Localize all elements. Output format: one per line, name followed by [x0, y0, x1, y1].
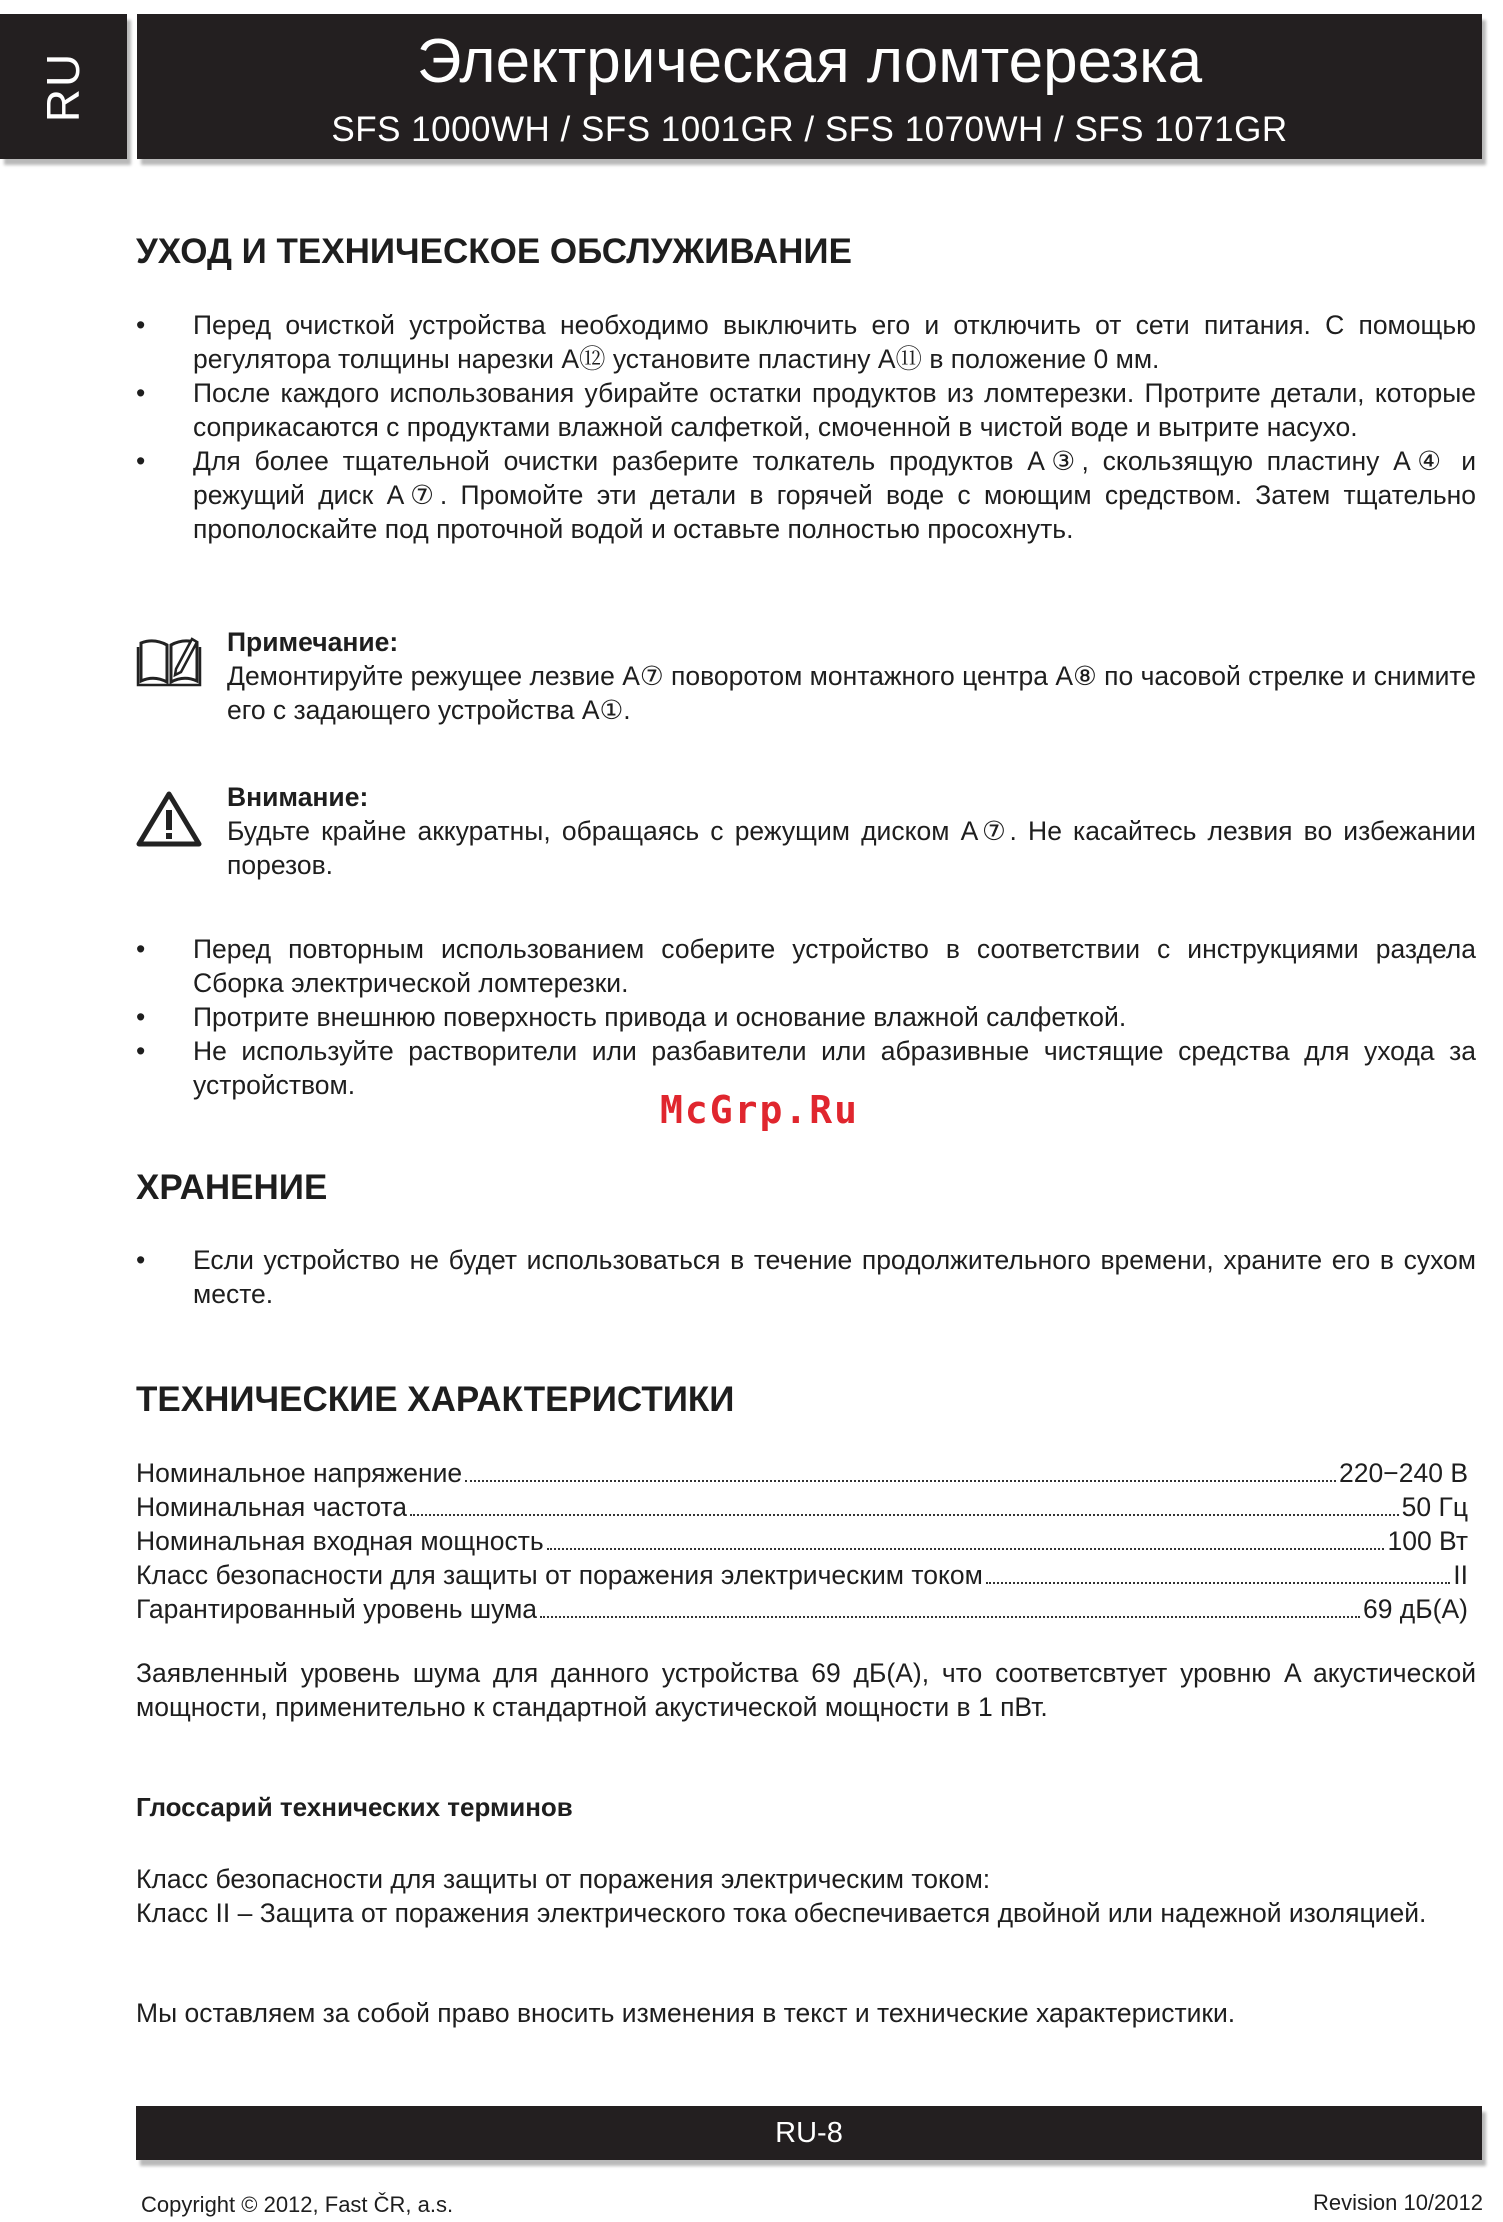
spec-value: 50 Гц [1401, 1492, 1468, 1522]
care-bullet-list [136, 308, 1476, 546]
list-item: • Протрите внешнюю поверхность привода и основание влажной салфеткой. [136, 1000, 1476, 1034]
page-header [137, 14, 1482, 159]
spec-value: 69 дБ(A) [1362, 1594, 1468, 1624]
list-item: • Не используйте растворители или разбавители или абразивные чистящие средства для ухода за устройством. [136, 1034, 1476, 1102]
spec-row [136, 1558, 1468, 1592]
watermark: McGrp.Ru [660, 1088, 860, 1132]
list-item: • Если устройство не будет использоваться в течение продолжительного времени, храните его в сухом месте. [136, 1243, 1476, 1311]
leader-dots [540, 1616, 1360, 1618]
note-label: Примечание: [227, 627, 399, 657]
page-footer [136, 2106, 1482, 2160]
list-item: • Перед очисткой устройства необходимо выключить его и отключить от сети питания. С помощью регулятора толщины нарезки A⑫ установите пластину A⑪ в положение 0 мм. [136, 308, 1476, 376]
open-book-icon [136, 635, 202, 692]
language-code: RU [37, 51, 90, 122]
copyright: Copyright © 2012, Fast ČR, a.s. [141, 2192, 454, 2217]
leader-dots [986, 1582, 1450, 1584]
warning-block [136, 780, 1476, 882]
spec-row [136, 1524, 1468, 1558]
spec-label: Гарантированный уровень шума [136, 1594, 538, 1624]
spec-value: II [1453, 1560, 1468, 1590]
glossary-line-1: Класс безопасности для защиты от поражения электрическим током: [136, 1864, 991, 1894]
spec-label: Класс безопасности для защиты от поражения электрическим током [136, 1560, 983, 1590]
disclaimer: Мы оставляем за собой право вносить изменения в текст и технические характеристики. [136, 1998, 1236, 2028]
leader-dots [465, 1480, 1336, 1482]
specs-table [136, 1456, 1468, 1626]
page-number: RU-8 [775, 2116, 843, 2149]
spec-label: Номинальное напряжение [136, 1458, 463, 1488]
warning-text: Будьте крайне аккуратны, обращаясь с режущим диском A⑦. Не касайтесь лезвия во избежании порезов. [227, 816, 1476, 880]
document-title: Электрическая ломтерезка [416, 27, 1203, 96]
spec-value: 220−240 В [1339, 1458, 1468, 1488]
leader-dots [410, 1514, 1399, 1516]
spec-row [136, 1592, 1468, 1626]
language-tab [0, 14, 127, 159]
model-numbers: SFS 1000WH / SFS 1001GR / SFS 1070WH / SFS 1071GR [331, 110, 1288, 149]
spec-row [136, 1456, 1468, 1490]
spec-value: 100 Вт [1387, 1526, 1468, 1556]
care-bullet-list-2 [136, 932, 1476, 1102]
list-item: • Перед повторным использованием соберите устройство в соответствии с инструкциями раздела Сборка электрической ломтерезки. [136, 932, 1476, 1000]
note-text: Демонтируйте режущее лезвие A⑦ поворотом монтажного центра A⑧ по часовой стрелке и снимите его с задающего устройства A①. [227, 661, 1476, 725]
spec-label: Номинальная частота [136, 1492, 407, 1522]
note-block [136, 625, 1476, 727]
spec-label: Номинальная входная мощность [136, 1526, 544, 1556]
storage-heading: ХРАНЕНИЕ [136, 1168, 328, 1207]
noise-note: Заявленный уровень шума для данного устройства 69 дБ(A), что соответсвтует уровню A акустической мощности, применительно к стандартной акустической мощности в 1 пВт. [136, 1658, 1476, 1722]
warning-triangle-icon [136, 790, 202, 853]
spec-row [136, 1490, 1468, 1524]
warning-label: Внимание: [227, 782, 369, 812]
list-item: • Для более тщательной очистки разберите толкатель продуктов A③, скользящую пластину A④ и режущий диск A⑦. Промойте эти детали в горячей воде с моющим средством. Затем тщательно прополоскайте под проточной водой и оставьте полностью просохнуть. [136, 444, 1476, 546]
glossary-line-2: Класс II – Защита от поражения электрического тока обеспечивается двойной или надежной изоляцией. [136, 1898, 1427, 1928]
list-item: • После каждого использования убирайте остатки продуктов из ломтерезки. Протрите детали, которые соприкасаются с продуктами влажной салфеткой, смоченной в чистой воде и вытрите насухо. [136, 376, 1476, 444]
care-heading: УХОД И ТЕХНИЧЕСКОЕ ОБСЛУЖИВАНИЕ [136, 232, 852, 271]
revision: Revision 10/2012 [1312, 2190, 1483, 2215]
storage-bullet-list [136, 1243, 1476, 1311]
glossary-heading: Глоссарий технических терминов [136, 1792, 573, 1822]
specs-heading: ТЕХНИЧЕСКИЕ ХАРАКТЕРИСТИКИ [136, 1380, 735, 1419]
leader-dots [547, 1548, 1385, 1550]
